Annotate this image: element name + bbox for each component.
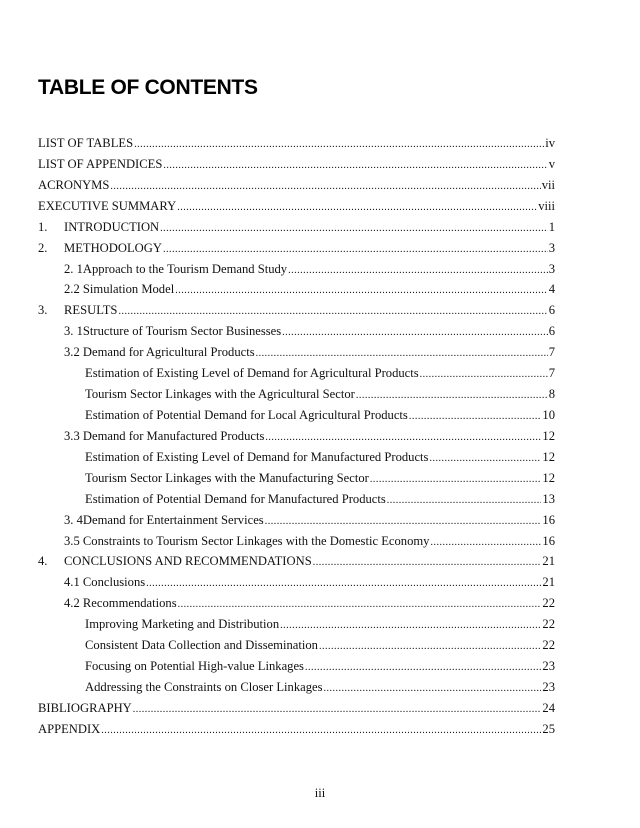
- toc-entry-page: iv: [545, 136, 555, 150]
- toc-entry[interactable]: [38, 157, 555, 178]
- toc-entry-title: EXECUTIVE SUMMARY: [38, 198, 177, 213]
- toc-entry-title: 3.5 Constraints to Tourism Sector Linkages with the Domestic Economy: [64, 533, 430, 548]
- toc-entry-page: 16: [542, 512, 555, 527]
- toc-entry[interactable]: [38, 680, 555, 701]
- toc-entry[interactable]: [38, 220, 555, 241]
- toc-entry-page: 22: [542, 617, 555, 632]
- toc-entry[interactable]: [38, 492, 555, 513]
- dot-leader: [409, 411, 542, 422]
- toc-entry[interactable]: [38, 282, 555, 303]
- dot-leader: [430, 537, 541, 548]
- toc-entry-page: 12: [542, 428, 555, 443]
- dot-leader: [175, 285, 548, 296]
- toc-entry[interactable]: [38, 136, 555, 157]
- toc-entry-page: 21: [542, 575, 555, 590]
- toc-entry-title: BIBLIOGRAPHY: [38, 700, 132, 715]
- dot-leader: [305, 662, 541, 673]
- toc-entry-page: 6: [548, 303, 555, 318]
- toc-entry[interactable]: [38, 638, 555, 659]
- toc-entry[interactable]: [38, 199, 555, 220]
- toc-entry-title: Tourism Sector Linkages with the Manufacturing Sector: [85, 470, 369, 485]
- dot-leader: [288, 265, 548, 276]
- page-title: TABLE OF CONTENTS: [38, 76, 258, 99]
- toc-entry[interactable]: [38, 554, 555, 575]
- toc-entry-title: Addressing the Constraints on Closer Linkages: [85, 679, 323, 694]
- toc-entry-title: 3. 1Structure of Tourism Sector Businesses: [64, 324, 282, 339]
- dot-leader: [319, 641, 541, 652]
- toc-entry-title: Estimation of Existing Level of Demand for Manufactured Products: [85, 449, 429, 464]
- toc-entry-page: 3: [548, 261, 555, 276]
- toc-entry-title: Estimation of Existing Level of Demand for Agricultural Products: [85, 366, 419, 381]
- toc-entry-title: LIST OF TABLES: [38, 136, 134, 150]
- toc-entry-page: 16: [542, 533, 555, 548]
- toc-entry-title: Focusing on Potential High-value Linkages: [85, 659, 304, 674]
- toc-entry-title: RESULTS: [64, 303, 118, 318]
- toc-entry-number: 3.: [38, 303, 48, 318]
- dot-leader: [356, 390, 548, 401]
- toc-entry-page: 7: [548, 345, 555, 360]
- toc-entry[interactable]: [38, 324, 555, 345]
- dot-leader: [324, 683, 542, 694]
- dot-leader: [265, 432, 541, 443]
- toc-entry-page: viii: [538, 198, 555, 213]
- toc-entry-title: 2. 1Approach to the Tourism Demand Study: [64, 261, 288, 276]
- toc-entry-title: 4.2 Recommendations: [64, 596, 177, 611]
- toc-entry-title: CONCLUSIONS AND RECOMMENDATIONS: [64, 554, 312, 569]
- dot-leader: [265, 516, 542, 527]
- toc-entry-page: vii: [541, 177, 555, 192]
- toc-entry[interactable]: [38, 701, 555, 722]
- toc-entry-title: Tourism Sector Linkages with the Agricultural Sector: [85, 387, 355, 402]
- toc-entry-title: 3.2 Demand for Agricultural Products: [64, 345, 255, 360]
- toc-entry[interactable]: [38, 408, 555, 429]
- toc-entry[interactable]: [38, 534, 555, 555]
- toc-entry[interactable]: [38, 345, 555, 366]
- dot-leader: [178, 599, 542, 610]
- table-of-contents: [38, 136, 555, 743]
- toc-entry-page: 12: [542, 449, 555, 464]
- toc-entry-title: Estimation of Potential Demand for Local Agricultural Products: [85, 407, 408, 422]
- toc-entry[interactable]: [38, 450, 555, 471]
- toc-entry-page: 7: [548, 366, 555, 381]
- toc-entry-page: 22: [542, 596, 555, 611]
- dot-leader: [160, 223, 548, 234]
- toc-entry-page: 25: [542, 721, 555, 736]
- toc-entry-page: 21: [542, 554, 555, 569]
- toc-entry[interactable]: [38, 596, 555, 617]
- toc-entry-page: 23: [542, 659, 555, 674]
- toc-entry-title: 3.3 Demand for Manufactured Products: [64, 428, 265, 443]
- toc-entry-title: 3. 4Demand for Entertainment Services: [64, 512, 264, 527]
- toc-entry-title: INTRODUCTION: [64, 219, 160, 234]
- toc-entry[interactable]: [38, 387, 555, 408]
- toc-entry-title: Estimation of Potential Demand for Manufactured Products: [85, 491, 386, 506]
- toc-entry-page: 10: [542, 407, 555, 422]
- toc-entry-page: 6: [548, 324, 555, 339]
- dot-leader: [133, 704, 542, 715]
- toc-entry-title: LIST OF APPENDICES: [38, 156, 163, 171]
- dot-leader: [110, 181, 540, 192]
- toc-entry-page: 3: [548, 240, 555, 255]
- dot-leader: [280, 620, 541, 631]
- dot-leader: [429, 453, 541, 464]
- page-number: iii: [314, 786, 326, 800]
- toc-entry[interactable]: [38, 303, 555, 324]
- toc-entry-title: Improving Marketing and Distribution: [85, 617, 280, 632]
- dot-leader: [146, 578, 541, 589]
- toc-entry-page: 13: [542, 491, 555, 506]
- dot-leader: [101, 725, 541, 736]
- toc-entry[interactable]: [38, 722, 555, 743]
- toc-entry[interactable]: [38, 659, 555, 680]
- toc-entry[interactable]: [38, 575, 555, 596]
- toc-entry-title: METHODOLOGY: [64, 240, 162, 255]
- toc-entry-page: 23: [542, 679, 555, 694]
- toc-entry-page: 8: [548, 387, 555, 402]
- dot-leader: [256, 348, 548, 359]
- toc-entry-number: 4.: [38, 554, 48, 569]
- toc-entry[interactable]: [38, 513, 555, 534]
- toc-entry-number: 2.: [38, 240, 48, 255]
- toc-entry-title: Consistent Data Collection and Dissemination: [85, 638, 318, 653]
- toc-entry[interactable]: [38, 366, 555, 387]
- toc-entry-page: 24: [542, 700, 555, 715]
- toc-entry-title: 4.1 Conclusions: [64, 575, 146, 590]
- dot-leader: [163, 160, 547, 171]
- toc-entry-number: 1.: [38, 219, 48, 234]
- dot-leader: [370, 474, 542, 485]
- dot-leader: [118, 306, 547, 317]
- toc-entry-title: 2.2 Simulation Model: [64, 282, 175, 297]
- toc-entry[interactable]: [38, 178, 555, 199]
- toc-entry-page: v: [548, 156, 555, 171]
- toc-entry-page: 1: [548, 219, 555, 234]
- dot-leader: [420, 369, 548, 380]
- dot-leader: [282, 327, 548, 338]
- toc-entry[interactable]: [38, 429, 555, 450]
- dot-leader: [134, 139, 544, 150]
- dot-leader: [387, 495, 542, 506]
- toc-entry[interactable]: [38, 241, 555, 262]
- toc-entry[interactable]: [38, 617, 555, 638]
- dot-leader: [177, 202, 537, 213]
- toc-entry[interactable]: [38, 262, 555, 283]
- toc-entry-page: 12: [542, 470, 555, 485]
- toc-entry[interactable]: [38, 471, 555, 492]
- dot-leader: [163, 244, 548, 255]
- toc-entry-page: 4: [548, 282, 555, 297]
- toc-entry-title: ACRONYMS: [38, 177, 110, 192]
- toc-entry-page: 22: [542, 638, 555, 653]
- toc-entry-title: APPENDIX: [38, 721, 101, 736]
- dot-leader: [313, 557, 542, 568]
